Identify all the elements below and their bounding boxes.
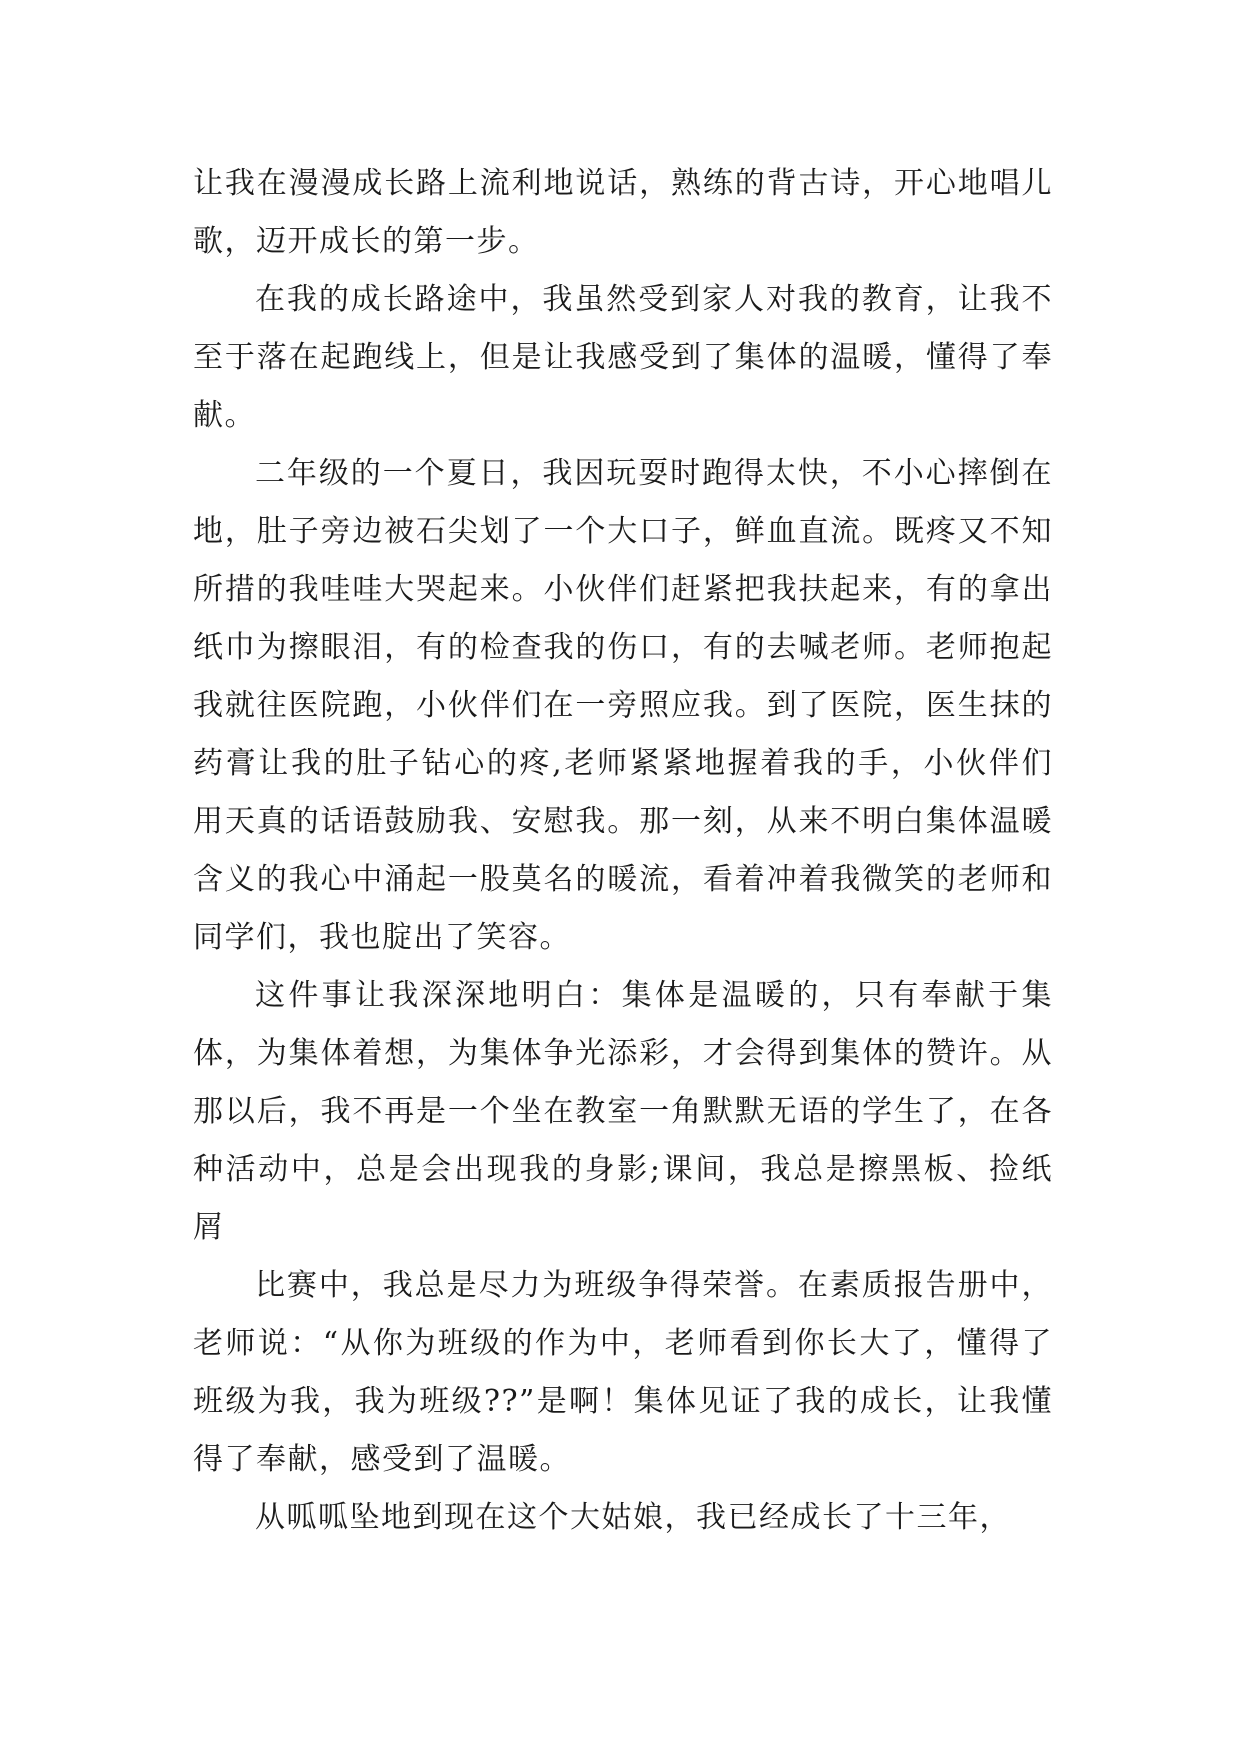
paragraph-1: 让我在漫漫成长路上流利地说话，熟练的背古诗，开心地唱儿歌，迈开成长的第一步。 xyxy=(193,166,1053,259)
document-body xyxy=(193,155,1053,1547)
paragraph-2: 在我的成长路途中，我虽然受到家人对我的教育，让我不至于落在起跑线上，但是让我感受到了集体的温暖，懂得了奉献。 xyxy=(193,282,1053,433)
paragraph-4: 这件事让我深深地明白：集体是温暖的，只有奉献于集体，为集体着想，为集体争光添彩，才会得到集体的赞许。从那以后，我不再是一个坐在教室一角默默无语的学生了，在各种活动中，总是会出现我的身影;课间，我总是擦黑板、捡纸屑 xyxy=(193,978,1053,1245)
paragraph-5: 比赛中，我总是尽力为班级争得荣誉。在素质报告册中，老师说：“从你为班级的作为中，老师看到你长大了，懂得了班级为我，我为班级??”是啊！集体见证了我的成长，让我懂得了奉献，感受到了温暖。 xyxy=(193,1268,1053,1477)
paragraph-6: 从呱呱坠地到现在这个大姑娘，我已经成长了十三年， xyxy=(255,1500,1011,1535)
paragraph-3: 二年级的一个夏日，我因玩耍时跑得太快，不小心摔倒在地，肚子旁边被石尖划了一个大口子，鲜血直流。既疼又不知所措的我哇哇大哭起来。小伙伴们赶紧把我扶起来，有的拿出纸巾为擦眼泪，有的检查我的伤口，有的去喊老师。老师抱起我就往医院跑，小伙伴们在一旁照应我。到了医院，医生抹的药膏让我的肚子钻心的疼,老师紧紧地握着我的手，小伙伴们用天真的话语鼓励我、安慰我。那一刻，从来不明白集体温暖含义的我心中涌起一股莫名的暖流，看着冲着我微笑的老师和同学们，我也腚出了笑容。 xyxy=(193,456,1053,955)
